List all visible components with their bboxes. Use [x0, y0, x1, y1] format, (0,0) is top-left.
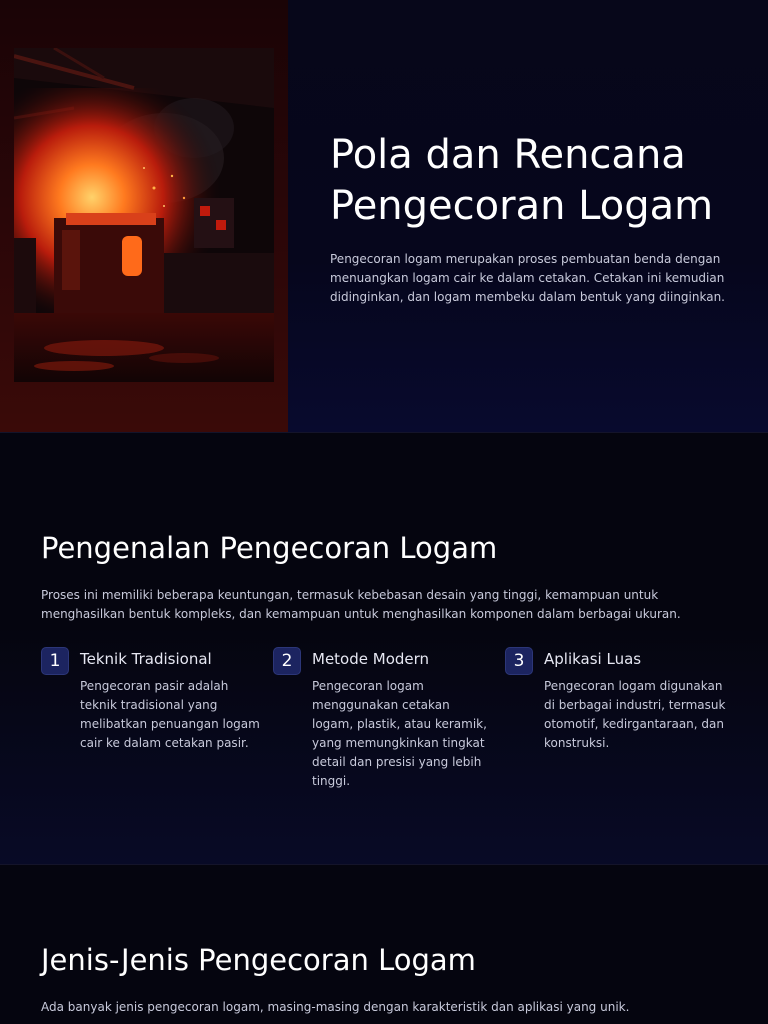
- feature-title: Aplikasi Luas: [544, 650, 642, 668]
- foundry-image: [14, 48, 274, 382]
- section-description: Proses ini memiliki beberapa keuntungan, termasuk kebebasan desain yang tinggi, kemampuan untuk menghasilkan bentuk kompleks, dan kemampuan untuk menghasilkan komponen dalam berbagai ukuran.: [41, 588, 681, 621]
- hero-title: Pola dan Rencana Pengecoran Logam: [330, 132, 714, 229]
- feature-text: Pengecoran logam digunakan di berbagai industri, termasuk otomotif, kedirgantaraan, dan konstruksi.: [544, 679, 726, 750]
- hero-image-panel: [0, 0, 288, 432]
- section-title: Jenis-Jenis Pengecoran Logam: [41, 943, 476, 977]
- section-description: Ada banyak jenis pengecoran logam, masing-masing dengan karakteristik dan aplikasi yang unik.: [41, 1000, 630, 1014]
- foundry-illustration: [14, 48, 274, 382]
- feature-title: Metode Modern: [312, 650, 430, 668]
- hero-description: Pengecoran logam merupakan proses pembuatan benda dengan menuangkan logam cair ke dalam cetakan. Cetakan ini kemudian didinginkan, dan logam membeku dalam bentuk yang diinginkan.: [330, 252, 725, 304]
- hero-section: [0, 0, 768, 432]
- feature-text: Pengecoran logam menggunakan cetakan logam, plastik, atau keramik, yang memungkinkan tingkat detail dan presisi yang lebih tinggi.: [312, 679, 487, 788]
- section-title: Pengenalan Pengecoran Logam: [41, 531, 498, 565]
- types-section: [0, 864, 768, 1024]
- feature-title: Teknik Tradisional: [80, 650, 212, 668]
- feature-text: Pengecoran pasir adalah teknik tradisional yang melibatkan penuangan logam cair ke dalam cetakan pasir.: [80, 679, 260, 750]
- feature-number-badge: 1: [41, 647, 69, 675]
- feature-number-badge: 3: [505, 647, 533, 675]
- intro-section: [0, 432, 768, 864]
- feature-number-badge: 2: [273, 647, 301, 675]
